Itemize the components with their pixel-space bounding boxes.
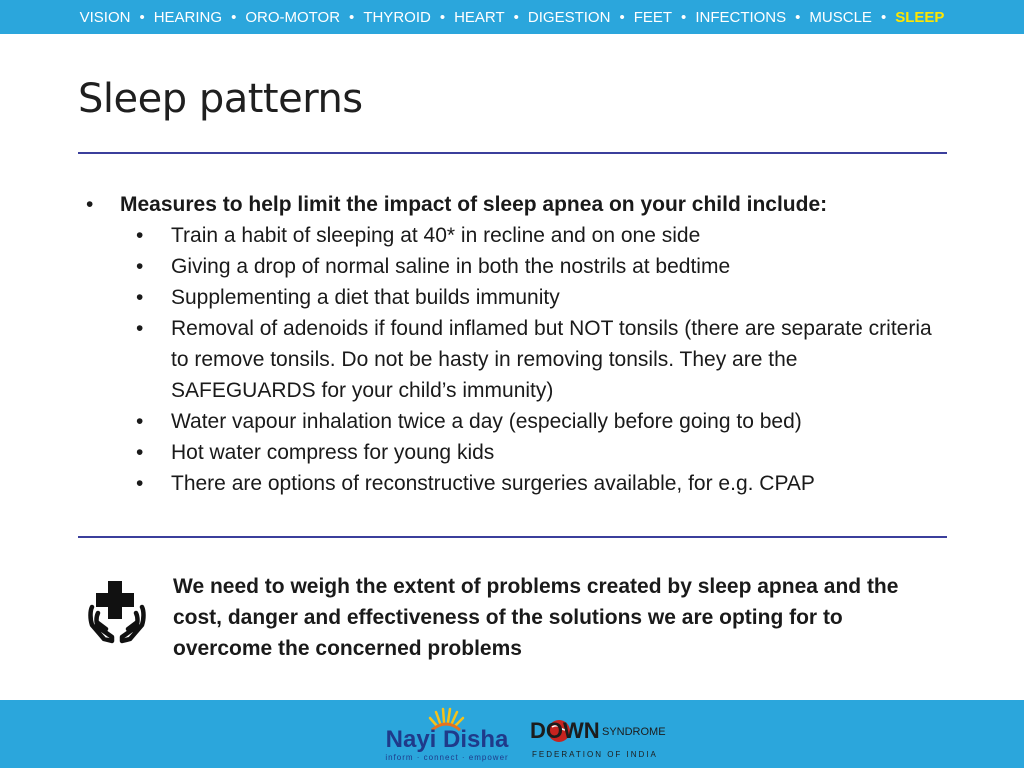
bullet-marker: • [136,317,144,340]
bullet-marker: • [136,224,144,247]
measure-text: Removal of adenoids if found inflamed but NOT tonsils (there are separate criteria to remove tonsils. Do not be hasty in removing tonsils. They are the SAFEGUARDS for your child’s immunity) [171,317,932,402]
measure-text: Supplementing a diet that builds immunity [171,286,560,309]
bullet-marker: • [136,472,144,495]
nav-separator: • [795,8,801,26]
nav-separator: • [139,8,145,26]
nav-item-thyroid: THYROID [363,8,431,26]
measure-item [136,406,946,437]
measure-item [136,437,946,468]
nav-item-digestion: DIGESTION [527,8,611,26]
nav-separator: • [681,8,687,26]
nayi-disha-wordmark: Nayi Disha [385,726,509,753]
nayi-disha-tagline: inform · connect · empower [385,753,509,762]
measures-list [136,220,946,499]
nav-separator: • [439,8,446,26]
nav-item-vision: VISION [79,8,131,26]
measure-text: There are options of reconstructive surgeries available, for e.g. CPAP [171,472,815,495]
measure-item [136,251,946,282]
lead-text: Measures to help limit the impact of sleep apnea on your child include: [120,193,828,216]
nav-item-hearing: HEARING [153,8,223,26]
conclusion-note: We need to weigh the extent of problems created by sleep apnea and the cost, danger and effectiveness of the solutions we are opting for to overcome the concerned problems [173,575,899,660]
section-divider [78,536,947,538]
measure-text: Hot water compress for young kids [171,441,495,464]
healthcare-hands-cross-icon [86,577,148,647]
nav-item-oro-motor: ORO-MOTOR [245,8,341,26]
measure-item [136,282,946,313]
bullet-marker: • [136,410,144,433]
bullet-marker: • [86,193,94,216]
measure-text: Giving a drop of normal saline in both the nostrils at bedtime [171,255,731,278]
nav-item-infections: INFECTIONS [695,8,787,26]
bullet-marker: • [136,441,144,464]
title-divider [78,152,947,154]
nav-item-sleep: SLEEP [895,8,945,26]
lead-bullet [86,189,946,220]
nav-separator: • [349,8,355,26]
measures-section [86,189,946,499]
bullet-marker: • [136,255,144,278]
dsfi-subtitle: FEDERATION OF INDIA [532,750,658,759]
nav-separator: • [513,8,519,26]
measure-text: Train a habit of sleeping at 40* in recline and on one side [171,224,701,247]
nav-item-muscle: MUSCLE [809,8,872,26]
nayi-disha-logo [382,706,512,764]
nav-separator: • [231,8,237,26]
measure-text: Water vapour inhalation twice a day (especially before going to bed) [171,410,802,433]
nav-item-heart: HEART [454,8,505,26]
slide-title: Sleep patterns [78,76,363,122]
down-syndrome-federation-logo [528,718,668,764]
footer-bar [0,700,1024,768]
topic-nav-bar [0,0,1024,34]
measure-item [136,468,946,499]
bullet-marker: • [136,286,144,309]
measure-item [136,220,946,251]
nav-separator: • [880,8,887,26]
dsfi-syndrome-text: SYNDROME [602,726,666,738]
nav-separator: • [619,8,625,26]
dsfi-wordmark: DOWN [530,718,600,743]
nav-item-feet: FEET [633,8,673,26]
measure-item [136,313,946,406]
